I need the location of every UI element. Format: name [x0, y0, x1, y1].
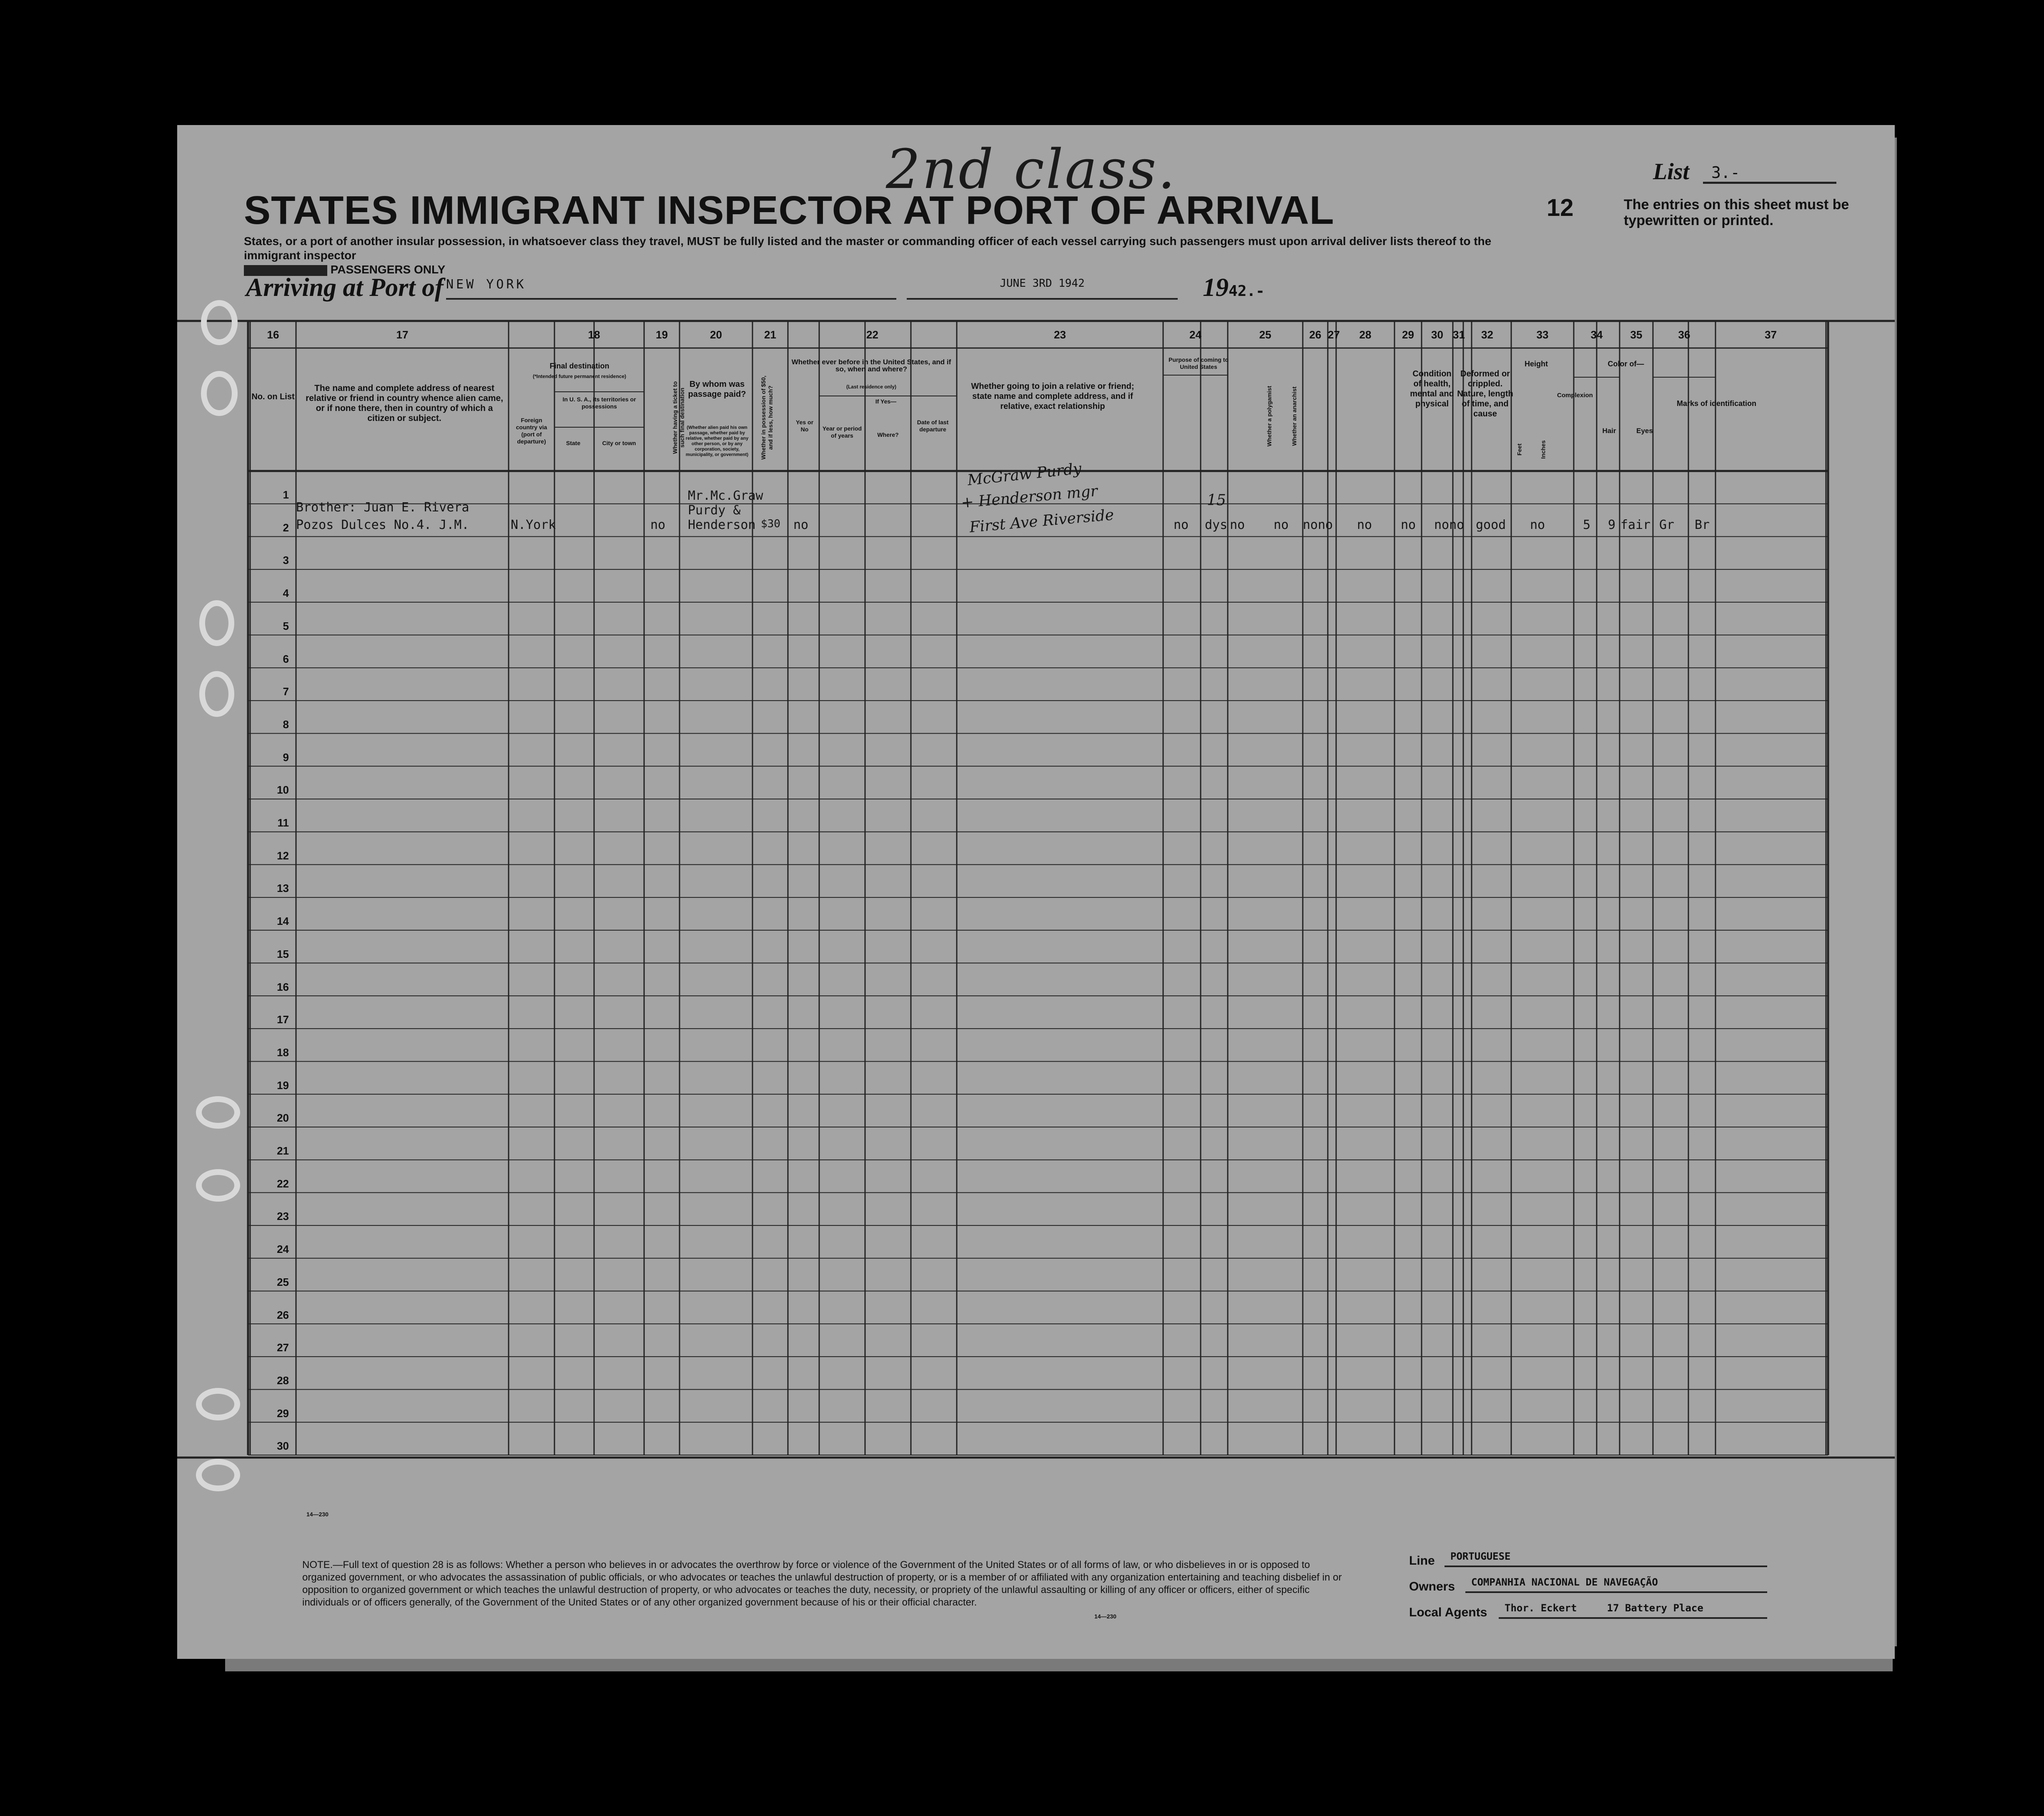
binder-ring: [201, 371, 238, 416]
hair-color: Gr: [1659, 518, 1675, 532]
joining-line3: First Ave Riverside: [968, 506, 1115, 536]
question-25: no: [1230, 518, 1245, 532]
form-number: 14—230: [1094, 1613, 1116, 1620]
header-ticket: Whether having a ticket to such final destination: [672, 381, 685, 454]
row-number: 10: [277, 784, 289, 797]
header-deformed: Deformed or crippled. Nature, length of time, and cause: [1457, 369, 1513, 418]
column-number: 16: [267, 328, 279, 341]
length-of-stay-line2: dys: [1205, 518, 1228, 532]
row-number: 16: [277, 980, 289, 993]
header-before-in-us-sub: (Last residence only): [846, 384, 897, 390]
header-where: Where?: [877, 431, 899, 438]
header-fifty-dollars: Whether in possession of $50, and if less, how much?: [760, 376, 774, 460]
binder-ring: [201, 300, 238, 345]
port-value: NEW YORK: [446, 277, 527, 292]
column-number: 32: [1481, 328, 1493, 341]
owners-label: Owners: [1409, 1580, 1455, 1593]
header-marks: Marks of identification: [1676, 399, 1757, 408]
binder-ring: [196, 1096, 240, 1129]
row-number: 7: [283, 685, 289, 698]
column-number: 33: [1536, 328, 1549, 341]
row-number: 26: [277, 1308, 289, 1321]
paid-by-line1: Mr.Mc.Graw: [688, 488, 763, 503]
row-number: 14: [277, 915, 289, 928]
column-number: 30: [1431, 328, 1443, 341]
question-26: no: [1274, 518, 1289, 532]
header-purpose: Purpose of coming to United States: [1169, 356, 1229, 370]
agents-value: Thor. Eckert 17 Battery Place: [1499, 1602, 1767, 1619]
header-height: Height: [1525, 360, 1548, 368]
joining-line1: McGraw Purdy: [966, 460, 1083, 489]
column-number: 27: [1328, 328, 1340, 341]
complexion: fair: [1620, 518, 1651, 532]
column-number: 37: [1765, 328, 1777, 341]
question-28: no: [1357, 518, 1372, 532]
row-number: 15: [277, 947, 289, 960]
row-number: 5: [283, 619, 289, 632]
header-state: State: [566, 440, 581, 446]
question-27: nono: [1303, 518, 1333, 532]
column-number: 29: [1402, 328, 1414, 341]
table-grid: [177, 125, 1895, 1659]
passengers-only: PASSENGERS ONLY: [330, 263, 446, 276]
relative-line1: Brother: Juan E. Rivera: [296, 500, 469, 515]
column-number: 35: [1630, 328, 1643, 341]
money: $30: [761, 518, 780, 530]
header-final-destination: Final destination: [549, 362, 609, 370]
column-number: 34: [1590, 328, 1603, 341]
row-number: 23: [277, 1210, 289, 1223]
question-30-31: nono: [1434, 518, 1465, 532]
column-number: 21: [764, 328, 776, 341]
row-number: 11: [277, 817, 289, 829]
header-before-in-us: Whether ever before in the United States, and if so, when and where?: [791, 358, 951, 373]
column-number: 36: [1678, 328, 1690, 341]
joining-line2: + Henderson mgr: [960, 482, 1098, 512]
sheet-number: 12: [1547, 194, 1574, 221]
owners-value: COMPANHIA NACIONAL DE NAVEGAÇÃO: [1465, 1576, 1767, 1593]
row-number: 29: [277, 1407, 289, 1420]
row-number: 1: [283, 488, 289, 501]
header-no-on-list: No. on List: [251, 392, 295, 401]
date-value: JUNE 3RD 1942: [1000, 277, 1085, 290]
binder-ring: [196, 1388, 240, 1420]
eye-color: Br: [1695, 518, 1710, 532]
row-number: 25: [277, 1275, 289, 1288]
row-number: 8: [283, 718, 289, 731]
arriving-label: Arriving at Port of: [246, 273, 444, 302]
row-number: 28: [277, 1374, 289, 1387]
form-number-small: 14—230: [306, 1511, 329, 1518]
header-foreign-country: Foreign country via (port of departure): [516, 417, 547, 445]
column-number: 24: [1189, 328, 1201, 341]
header-passage-paid-sub: (Whether alien paid his own passage, whether paid by relative, whether paid by any other person, or by any corporation, society, municipality, or government): [685, 425, 749, 457]
typewritten-note: The entries on this sheet must be typewritten or printed.: [1624, 197, 1849, 228]
row-number: 9: [283, 751, 289, 764]
column-number: 18: [588, 328, 600, 341]
row-number: 19: [277, 1079, 289, 1092]
header-year-period: Year or period of years: [822, 425, 862, 439]
column-number: 28: [1359, 328, 1372, 341]
column-number: 20: [710, 328, 722, 341]
binder-ring: [196, 1459, 240, 1491]
list-label: List: [1653, 159, 1690, 185]
year-suffix: 42.-: [1229, 283, 1265, 300]
length-of-stay-line1: 15: [1207, 492, 1226, 509]
header-in-usa: In U. S. A., its territories or possessions: [562, 396, 636, 410]
row-number: 6: [283, 652, 289, 665]
page-title: STATES IMMIGRANT INSPECTOR AT PORT OF ARRIVAL: [244, 188, 1334, 233]
header-color-of: Color of—: [1608, 360, 1644, 368]
instructions-text: States, or a port of another insular possession, in whatsoever class they travel, MUST be fully listed and the master or commanding officer of each vessel carrying such passengers must upon arrival deliver lists thereof to the immigrant inspector: [244, 235, 1492, 262]
row-number: 3: [283, 554, 289, 567]
column-number: 19: [656, 328, 668, 341]
question-28-note: NOTE.—Full text of question 28 is as follows: Whether a person who believes in or advocates the overthrow by force or violence of the Government of the United States or of all forms of law, or who disbelieves in or is opposed to organized government, or who advocates the assassination of public officials, or who advocates or teaches the unlawful destruction of property, or is a member of or affiliated with any organization entertaining and teaching disbelief in or opposition to organized government or which teaches the unlawful destruction of property, or who advocates or teaches the duty, necessity, or propriety of the unlawful assaulting or killing of any officer or officers, either of specific individuals or of officers generally, of the Government of the United States or of any other organized government because of his or their official character.: [302, 1559, 1342, 1608]
deformed: no: [1530, 518, 1545, 532]
row-number: 13: [277, 882, 289, 895]
agents-label: Local Agents: [1409, 1606, 1487, 1619]
column-number: 26: [1309, 328, 1322, 341]
header-inches: Inches: [1540, 440, 1547, 459]
row-number: 4: [283, 587, 289, 600]
ticket: no: [650, 518, 666, 532]
height-inches: 9: [1608, 518, 1616, 532]
row-number: 18: [277, 1046, 289, 1059]
height-feet: 5: [1583, 518, 1591, 532]
column-number: 31: [1453, 328, 1465, 341]
row-number: 24: [277, 1243, 289, 1256]
manifest-page: [177, 125, 1895, 1659]
paid-by-line3: Henderson: [688, 518, 756, 532]
row-number: 12: [277, 849, 289, 862]
row-number: 20: [277, 1112, 289, 1125]
header-city: City or town: [602, 440, 636, 446]
column-number: 17: [396, 328, 409, 341]
header-if-yes: If Yes—: [875, 398, 897, 405]
before-in-us: no: [793, 518, 809, 532]
header-nearest-relative: The name and complete address of nearest relative or friend in country whence alien came, or if none there, then in country of which a citizen or subject.: [306, 383, 503, 423]
header-polygamist: Whether a polygamist: [1266, 386, 1273, 447]
year-prefix: 19: [1203, 273, 1229, 302]
purpose: no: [1174, 518, 1189, 532]
list-value: 3.-: [1703, 163, 1836, 184]
header-going-to-join: Whether going to join a relative or friend; state name and complete address, and if relative, exact relationship: [971, 382, 1134, 411]
row-number: 21: [277, 1145, 289, 1157]
line-value: PORTUGUESE: [1445, 1550, 1767, 1567]
binder-ring: [196, 1169, 240, 1202]
row-number: 27: [277, 1341, 289, 1354]
foreign-country-via: N.York: [511, 518, 556, 532]
column-number: 23: [1054, 328, 1066, 341]
header-eyes: Eyes: [1636, 427, 1653, 435]
line-label: Line: [1409, 1554, 1435, 1568]
question-29: no: [1401, 518, 1416, 532]
header-final-destination-sub: (*Intended future permanent residence): [532, 373, 627, 379]
header-health: Condition of health, mental and physical: [1410, 369, 1454, 408]
column-number: 22: [866, 328, 878, 341]
binder-ring: [199, 600, 234, 646]
row-number: 17: [277, 1013, 289, 1026]
header-anarchist: Whether an anarchist: [1291, 386, 1298, 446]
header-complexion: Complexion: [1557, 392, 1593, 399]
header-passage-paid: By whom was passage paid?: [688, 380, 746, 399]
row-number: 2: [283, 521, 289, 534]
health: good: [1476, 518, 1506, 532]
header-hair: Hair: [1602, 427, 1616, 435]
relative-line2: Pozos Dulces No.4. J.M.: [296, 518, 469, 532]
header-yes-no: Yes or No: [795, 419, 814, 433]
binder-ring: [199, 671, 234, 717]
header-feet: Feet: [1516, 443, 1523, 456]
row-number: 22: [277, 1177, 289, 1190]
row-number: 30: [277, 1440, 289, 1453]
class-stamp: 2nd class.: [886, 138, 1177, 201]
header-date-departure: Date of last departure: [917, 419, 949, 433]
column-number: 25: [1259, 328, 1272, 341]
paid-by-line2: Purdy &: [688, 503, 741, 518]
